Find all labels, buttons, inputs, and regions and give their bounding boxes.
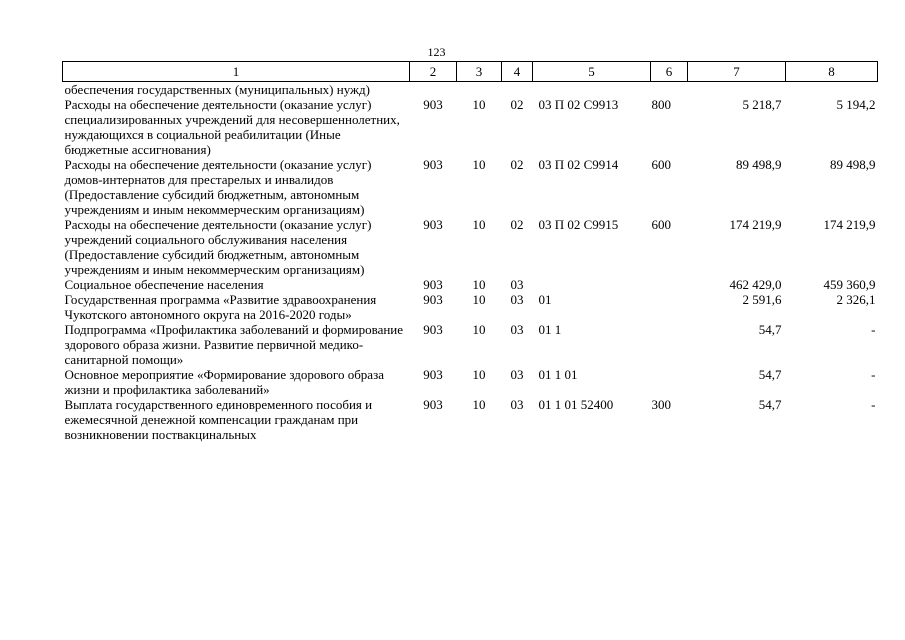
row-name: Расходы на обеспечение деятельности (оказание услуг) специализированных учреждений для несовершеннолетних, нуждающихся в социальной реабилитации (Иные бюджетные ассигнования) xyxy=(64,97,400,157)
column-header-7: 7 xyxy=(688,62,786,82)
row-sum-1: 5 218,7 xyxy=(742,97,782,112)
row-gr: 903 xyxy=(423,322,443,337)
row-csr: 03 П 02 С9914 xyxy=(538,157,619,172)
row-rz: 10 xyxy=(472,157,486,172)
table-row xyxy=(63,217,878,277)
row-pr: 03 xyxy=(510,367,524,382)
row-pr: 03 xyxy=(510,277,524,292)
row-sum-1: 2 591,6 xyxy=(742,292,782,307)
row-sum-1 xyxy=(688,82,786,98)
row-vr xyxy=(651,292,688,322)
row-name: Социальное обеспечение населения xyxy=(64,277,264,292)
row-rz: 10 xyxy=(472,397,486,412)
page-number: 123 xyxy=(427,45,446,59)
row-sum-1: 54,7 xyxy=(758,367,782,382)
column-header-2: 2 xyxy=(410,62,457,82)
row-vr xyxy=(651,82,688,98)
row-csr: 01 1 xyxy=(538,322,562,337)
row-pr: 03 xyxy=(510,322,524,337)
row-sum-2: 174 219,9 xyxy=(823,217,876,232)
row-gr xyxy=(410,82,457,98)
row-name: Расходы на обеспечение деятельности (оказание услуг) домов-интернатов для престарелых и инвалидов (Предоставление субсидий бюджетным, автономным учреждениям и иным некоммерческим организациям) xyxy=(64,157,372,217)
row-vr: 800 xyxy=(651,97,671,112)
row-rz: 10 xyxy=(472,322,486,337)
row-sum-2: 5 194,2 xyxy=(836,97,876,112)
row-name: Расходы на обеспечение деятельности (оказание услуг) учреждений социального обслуживания населения (Предоставление субсидий бюджетным, автономным учреждениям и иным некоммерческим организациям) xyxy=(64,217,372,277)
row-csr: 03 П 02 С9915 xyxy=(538,217,619,232)
row-vr: 600 xyxy=(651,157,671,172)
table-row xyxy=(63,97,878,157)
row-sum-1: 54,7 xyxy=(758,322,782,337)
row-vr: 300 xyxy=(651,397,671,412)
row-sum-1: 89 498,9 xyxy=(736,157,782,172)
row-sum-1: 174 219,9 xyxy=(729,217,782,232)
row-csr: 03 П 02 С9913 xyxy=(538,97,619,112)
column-header-4: 4 xyxy=(502,62,533,82)
table-row xyxy=(63,397,878,442)
budget-table xyxy=(62,61,878,442)
row-gr: 903 xyxy=(423,217,443,232)
row-pr xyxy=(502,82,533,98)
row-rz: 10 xyxy=(472,367,486,382)
column-header-8: 8 xyxy=(786,62,878,82)
row-sum-2: - xyxy=(871,367,876,382)
row-rz xyxy=(457,82,502,98)
row-csr xyxy=(533,277,651,292)
row-csr: 01 xyxy=(538,292,552,307)
row-pr: 02 xyxy=(510,157,524,172)
row-pr: 02 xyxy=(510,97,524,112)
row-name: Основное мероприятие «Формирование здорового образа жизни и профилактика заболеваний» xyxy=(64,367,384,397)
row-rz: 10 xyxy=(472,217,486,232)
table-row xyxy=(63,157,878,217)
row-pr: 02 xyxy=(510,217,524,232)
row-vr xyxy=(651,322,688,367)
row-pr: 03 xyxy=(510,292,524,307)
table-row xyxy=(63,367,878,397)
row-name: Подпрограмма «Профилактика заболеваний и формирование здорового образа жизни. Развитие первичной медико-санитарной помощи» xyxy=(64,322,404,367)
table-row xyxy=(63,292,878,322)
row-gr: 903 xyxy=(423,277,443,292)
column-header-3: 3 xyxy=(457,62,502,82)
row-sum-2: - xyxy=(871,322,876,337)
table-row xyxy=(63,277,878,292)
row-csr: 01 1 01 xyxy=(538,367,578,382)
row-gr: 903 xyxy=(423,97,443,112)
row-gr: 903 xyxy=(423,397,443,412)
table-header-row xyxy=(63,62,878,82)
row-sum-1: 462 429,0 xyxy=(729,277,782,292)
row-sum-2: 459 360,9 xyxy=(823,277,876,292)
row-rz: 10 xyxy=(472,97,486,112)
column-header-5: 5 xyxy=(533,62,651,82)
row-sum-2: - xyxy=(871,397,876,412)
row-sum-2: 89 498,9 xyxy=(830,157,876,172)
row-rz: 10 xyxy=(472,292,486,307)
row-gr: 903 xyxy=(423,157,443,172)
table-row xyxy=(63,322,878,367)
row-rz: 10 xyxy=(472,277,486,292)
row-name: Выплата государственного единовременного пособия и ежемесячной денежной компенсации гражданам при возникновении поствакцинальных xyxy=(64,397,373,442)
row-csr xyxy=(533,82,651,98)
row-sum-2 xyxy=(786,82,878,98)
row-vr xyxy=(651,277,688,292)
row-gr: 903 xyxy=(423,367,443,382)
row-sum-2: 2 326,1 xyxy=(836,292,876,307)
table-row xyxy=(63,82,878,98)
row-pr: 03 xyxy=(510,397,524,412)
row-name: обеспечения государственных (муниципальных) нужд) xyxy=(64,82,370,97)
row-csr: 01 1 01 52400 xyxy=(538,397,614,412)
row-sum-1: 54,7 xyxy=(758,397,782,412)
row-vr xyxy=(651,367,688,397)
row-name: Государственная программа «Развитие здравоохранения Чукотского автономного округа на 2016-2020 годы» xyxy=(64,292,377,322)
column-header-1: 1 xyxy=(63,62,410,82)
column-header-6: 6 xyxy=(651,62,688,82)
row-vr: 600 xyxy=(651,217,671,232)
row-gr: 903 xyxy=(423,292,443,307)
